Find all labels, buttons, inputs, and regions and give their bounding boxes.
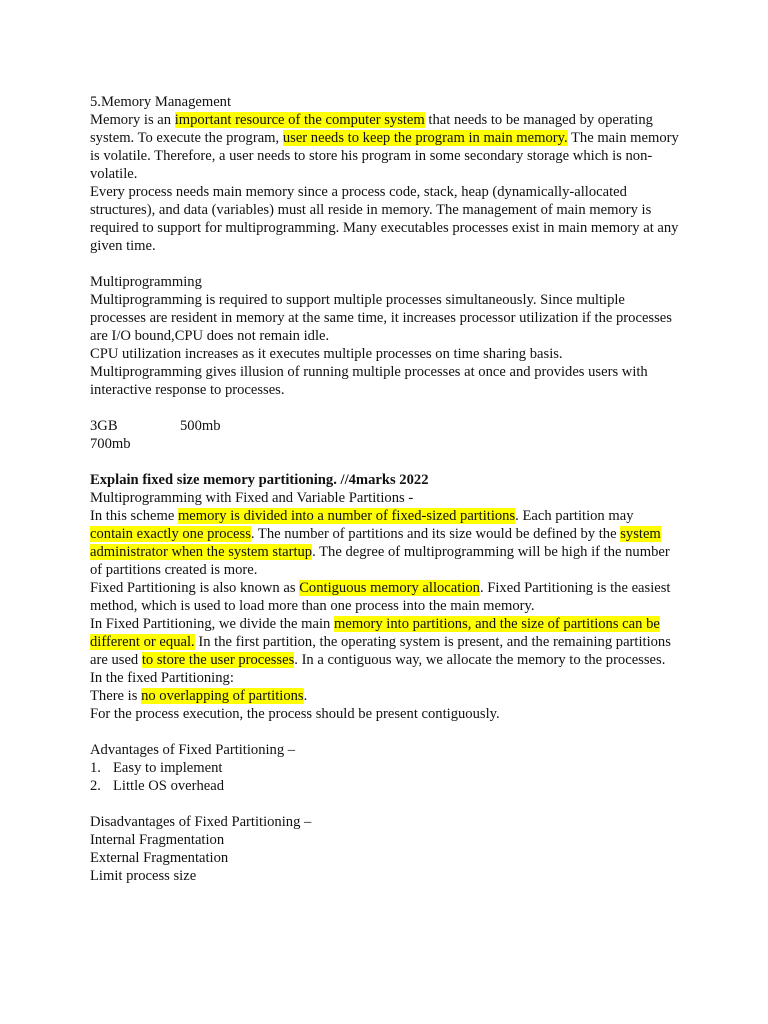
blank-line xyxy=(90,399,680,417)
paragraph-memory-intro xyxy=(90,111,680,183)
paragraph-execution: For the process execution, the process should be present contiguously. xyxy=(90,706,500,722)
disadvantage-item: Limit process size xyxy=(90,868,197,884)
blank-line xyxy=(90,255,680,273)
text-run: Fixed Partitioning is also known as xyxy=(90,580,300,596)
text-run: Memory is an xyxy=(90,112,175,128)
question-heading: Explain fixed size memory partitioning. //4marks 2022 xyxy=(90,472,429,488)
paragraph-main-memory: Every process needs main memory since a process code, stack, heap (dynamically-allocated structures), and data (variables) must all reside in memory. The management of main memory is required to support for multiprogramming. Many executables processes exist in main memory at any given time. xyxy=(90,184,679,254)
paragraph-no-overlap xyxy=(90,687,680,705)
list-text: Easy to implement xyxy=(113,760,223,776)
text-run: In Fixed Partitioning, we divide the main xyxy=(90,616,335,632)
paragraph-fixed-scheme xyxy=(90,507,680,579)
blank-line xyxy=(90,723,680,741)
paragraph-multiprogramming-1: Multiprogramming is required to support multiple processes simultaneously. Since multiple processes are resident in memory at the same time, it increases processor utilization if the processes are I/O bound,CPU does not remain idle. xyxy=(90,292,672,344)
highlighted-text: to store the user processes xyxy=(141,652,295,668)
text-run: . The degree of multiprogramming will be high if the number of partitions created is more. xyxy=(90,544,670,578)
memory-size-500mb: 500mb xyxy=(180,418,221,434)
text-run: . In a contiguous way, we allocate the memory to the processes. xyxy=(294,652,666,668)
highlighted-text: memory into partitions, and the size of partitions can be different or equal. xyxy=(90,616,660,650)
paragraph-fixed-intro: In the fixed Partitioning: xyxy=(90,670,234,686)
highlighted-text: Contiguous memory allocation xyxy=(299,580,480,596)
highlighted-text: important resource of the computer system xyxy=(174,112,425,128)
blank-line xyxy=(90,453,680,471)
highlighted-text: no overlapping of partitions xyxy=(141,688,304,704)
paragraph-multiprogramming-3: Multiprogramming gives illusion of running multiple processes at once and provides users with interactive response to processes. xyxy=(90,364,648,398)
list-item xyxy=(90,777,680,795)
text-run: The main memory is volatile. Therefore, a user needs to store his program in some secondary storage which is non-volatile. xyxy=(90,130,679,182)
text-run: . Each partition may xyxy=(515,508,634,524)
text-run: that needs to be managed by operating system. To execute the program, xyxy=(90,112,653,146)
section-title-memory-management: 5.Memory Management xyxy=(90,94,232,110)
memory-size-3gb: 3GB xyxy=(90,418,118,434)
list-text: Little OS overhead xyxy=(113,778,225,794)
disadvantage-item: Internal Fragmentation xyxy=(90,832,225,848)
list-item xyxy=(90,759,680,777)
list-number: 2. xyxy=(90,778,101,794)
highlighted-text: system administrator when the system startup xyxy=(90,526,661,560)
text-run: . The number of partitions and its size would be defined by the xyxy=(250,526,621,542)
text-run: There is xyxy=(90,688,142,704)
disadvantages-title: Disadvantages of Fixed Partitioning – xyxy=(90,814,312,830)
highlighted-text: contain exactly one process xyxy=(90,526,251,542)
paragraph-contiguous xyxy=(90,579,680,615)
highlighted-text: user needs to keep the program in main memory. xyxy=(282,130,568,146)
text-run: . Fixed Partitioning is the easiest method, which is used to load more than one process into the main memory. xyxy=(90,580,671,614)
subheading-partitions: Multiprogramming with Fixed and Variable Partitions - xyxy=(90,490,414,506)
document-page xyxy=(90,93,680,885)
list-number: 1. xyxy=(90,760,101,776)
paragraph-multiprogramming-2: CPU utilization increases as it executes multiple processes on time sharing basis. xyxy=(90,346,563,362)
memory-size-700mb: 700mb xyxy=(90,436,131,452)
blank-line xyxy=(90,795,680,813)
memory-sizes-row xyxy=(90,417,680,435)
highlighted-text: memory is divided into a number of fixed-sized partitions xyxy=(177,508,516,524)
section-title-multiprogramming: Multiprogramming xyxy=(90,274,202,290)
advantages-title: Advantages of Fixed Partitioning – xyxy=(90,742,296,758)
text-run: In this scheme xyxy=(90,508,178,524)
text-run: In the first partition, the operating system is present, and the remaining partitions are used xyxy=(90,634,671,668)
text-run: . xyxy=(303,688,308,704)
paragraph-divide-memory xyxy=(90,615,680,669)
disadvantage-item: External Fragmentation xyxy=(90,850,229,866)
